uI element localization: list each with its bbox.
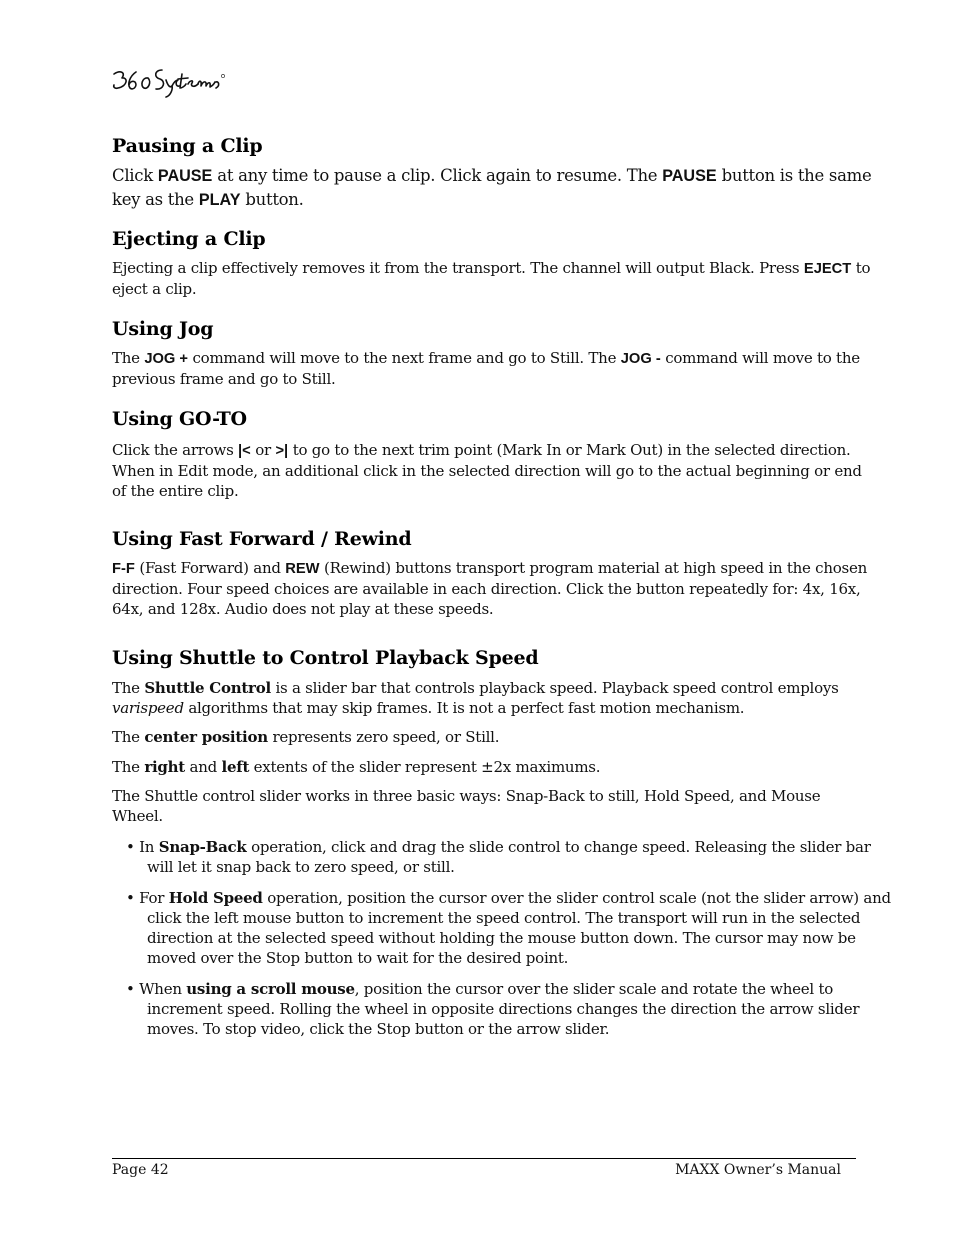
logo-text [110,100,111,101]
heading-ejecting-a-clip: Ejecting a Clip [112,228,266,250]
key-go-to-start: |< [238,443,251,459]
text: at any time to pause a clip. Click again to resume. The [212,166,663,185]
text: When [134,980,187,998]
term-center-position: center position [144,728,268,746]
company-logo [110,64,226,100]
key-play: PLAY [198,191,241,209]
text: In [134,838,159,856]
text: (Fast Forward) and [134,559,286,577]
text: , position the cursor over the slider scale and rotate the wheel to increment speed. Rolling the wheel in opposite directions changes the direction the arrow slider moves. To stop video, click the Stop button or the arrow slider. [147,980,860,1038]
paragraph-extents [112,757,872,777]
bullet-icon: • [126,838,135,856]
text: For [134,889,169,907]
heading-using-jog: Using Jog [112,318,214,340]
text: operation, click and drag the slide control to change speed. Releasing the slider bar will let it snap back to zero speed, or still. [147,838,871,876]
paragraph-ejecting [112,258,872,299]
term-right: right [144,758,185,776]
text: The [112,758,145,776]
key-pause: PAUSE [157,167,213,185]
term-varispeed: varispeed [112,699,184,717]
term-shuttle-control: Shuttle Control [144,679,271,697]
key-fast-forward: F-F [112,561,135,577]
text: button is the same key as the [112,166,872,209]
text: Click [112,166,158,185]
term-snap-back: Snap-Back [158,838,247,856]
text: or [250,441,276,459]
paragraph-fast-forward-rewind [112,558,872,619]
key-go-to-end: >| [275,443,289,459]
text: (Rewind) buttons transport program material at high speed in the chosen direction. Four speed choices are available in each direction. Click the button repeatedly for: 4x, 16x, 64x, and 128x. Audio does not play at these speeds. [112,559,867,618]
text: The [112,349,145,367]
text: and [185,758,222,776]
text: is a slider bar that controls playback speed. Playback speed control employs [270,679,839,697]
text: to eject a clip. [112,259,871,298]
paragraph-center-position [112,727,872,747]
key-jog-plus: JOG + [144,351,188,367]
key-jog-minus: JOG - [620,351,661,367]
list-item-snap-back [126,837,892,877]
term-hold-speed: Hold Speed [168,889,263,907]
key-rewind: REW [285,561,320,577]
logo-script-graphic [110,64,226,100]
footer-page-number: Page 42 [112,1162,169,1178]
footer-manual-title: MAXX Owner’s Manual [675,1162,841,1178]
key-eject: EJECT [803,261,852,277]
text: The [112,728,145,746]
heading-fast-forward-rewind: Using Fast Forward / Rewind [112,528,412,550]
heading-using-go-to: Using GO-TO [112,408,247,430]
heading-pausing-a-clip: Pausing a Clip [112,135,263,157]
plus-minus-symbol: ± [481,758,494,776]
text: to go to the next trim point (Mark In or Mark Out) in the selected direction. When in Edit mode, an additional click in the selected direction will go to the actual beginning or end of the entire clip. [112,441,862,500]
paragraph-jog [112,348,872,389]
text: command will move to the next frame and go to Still. The [188,349,621,367]
text: represents zero speed, or Still. [267,728,500,746]
list-item-hold-speed [126,888,892,968]
text: 2x maximums. [493,758,601,776]
bullet-icon: • [126,980,135,998]
text: extents of the slider represent [249,758,482,776]
text: command will move to the previous frame and go to Still. [112,349,860,388]
term-left: left [221,758,250,776]
footer-rule [112,1158,856,1159]
text: The [112,679,145,697]
term-scroll-mouse: using a scroll mouse [186,980,355,998]
key-pause: PAUSE [662,167,717,185]
text: Click the arrows [112,441,239,459]
text: button. [240,190,304,209]
paragraph-three-ways: The Shuttle control slider works in three basic ways: Snap-Back to still, Hold Speed, and Mouse Wheel. [112,787,821,825]
bullet-icon: • [126,889,135,907]
list-item-scroll-mouse [126,979,892,1039]
paragraph-go-to [112,440,872,501]
paragraph-pausing [112,164,872,212]
text: operation, position the cursor over the slider control scale (not the slider arrow) and click the left mouse button to increment the speed control. The transport will run in the selected direction at the selected speed without holding the mouse button down. The cursor may now be moved over the Stop button to wait for the desired point. [147,889,891,967]
heading-using-shuttle: Using Shuttle to Control Playback Speed [112,647,539,669]
text: algorithms that may skip frames. It is not a perfect fast motion mechanism. [183,699,745,717]
paragraph-shuttle-intro [112,678,872,718]
text: Ejecting a clip effectively removes it from the transport. The channel will output Black. Press [112,259,804,277]
